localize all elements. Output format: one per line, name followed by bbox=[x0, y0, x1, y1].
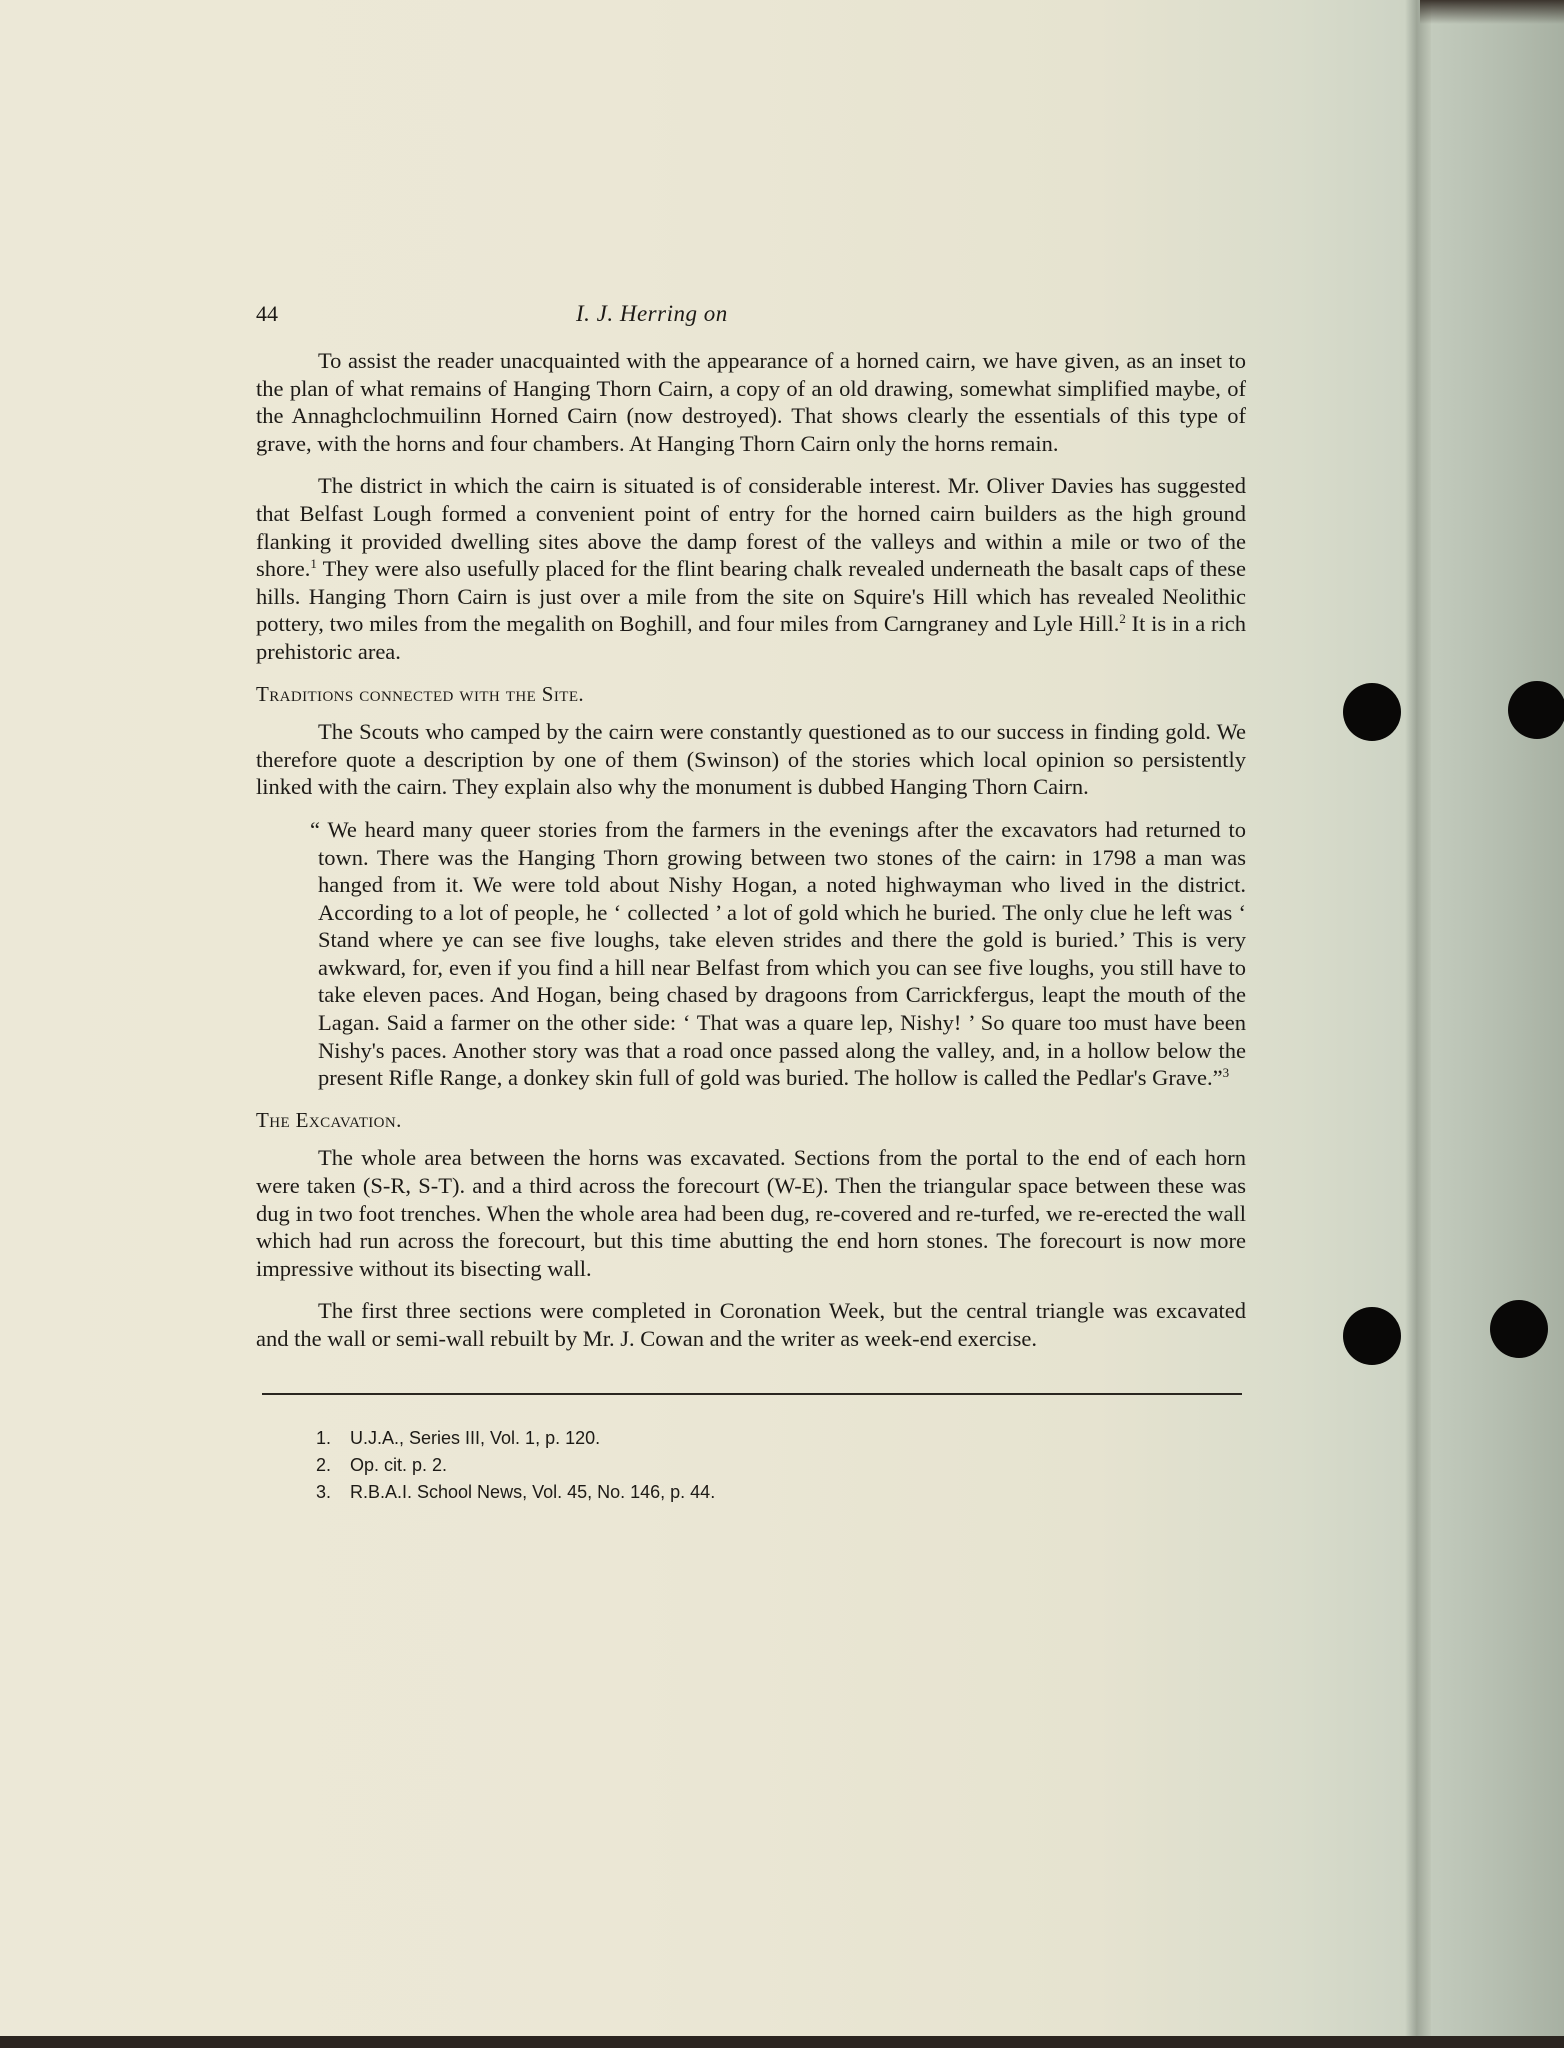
paragraph-district bbox=[256, 472, 1246, 665]
footnote-number: 1. bbox=[316, 1427, 332, 1448]
page-header bbox=[256, 300, 1246, 334]
footnote-text: Op. cit. p. 2. bbox=[350, 1454, 448, 1475]
paragraph-text: They were also usefully placed for the flint bearing chalk revealed underneath the basalt caps of these hills. Hanging Thorn Cairn is just over a mile from the site on Squire's Hill which has revealed Neolithic pottery, two miles from the megalith on Boghill, and four miles from Carngraney and Lyle Hill. bbox=[256, 556, 1246, 637]
footnote-ref: 3 bbox=[1222, 1065, 1230, 1081]
scan-bottom-edge bbox=[0, 2036, 1564, 2048]
section-heading-excavation: The Excavation. bbox=[256, 1107, 402, 1132]
footnote-text: U.J.A., Series III, Vol. 1, p. 120. bbox=[350, 1427, 601, 1448]
footnote-number: 2. bbox=[316, 1454, 332, 1475]
page-number: 44 bbox=[256, 301, 278, 326]
paragraph-text: It is in a rich prehistoric area. bbox=[256, 611, 1246, 664]
footnote-item bbox=[316, 1425, 1246, 1452]
footnote-divider bbox=[262, 1393, 1242, 1395]
footnote-ref: 2 bbox=[1119, 611, 1126, 627]
scan-edge-shadow bbox=[1420, 0, 1564, 24]
footnote-ref: 1 bbox=[310, 556, 317, 572]
footnote-item bbox=[316, 1479, 1246, 1506]
footnote-text: R.B.A.I. School News, Vol. 45, No. 146, p. 44. bbox=[350, 1481, 716, 1502]
page-fold-shadow bbox=[1405, 0, 1431, 2048]
footnote-number: 3. bbox=[316, 1481, 332, 1502]
section-heading-traditions: Traditions connected with the Site. bbox=[256, 681, 585, 706]
paragraph-sections: The first three sections were completed in Coronation Week, but the central triangle was excavated and the wall or semi-wall rebuilt by Mr. J. Cowan and the writer as week-end exercise. bbox=[256, 1298, 1246, 1351]
footnote-item bbox=[316, 1452, 1246, 1479]
punch-hole bbox=[1508, 681, 1564, 739]
page-content bbox=[256, 300, 1246, 1506]
quote-text: We heard many queer stories from the farmers in the evenings after the excavators had returned to town. There was the Hanging Thorn growing between two stones of the cairn: in 1798 a man was hanged from it. We were told about Nishy Hogan, a noted highwayman who lived in the district. According to a lot of people, he ‘ collected ’ a lot of gold which he buried. The only clue he left was ‘ Stand where ye can see five loughs, take eleven strides and there the gold is buried.’ This is very awkward, for, even if you find a hill near Belfast from which you can see five loughs, you still have to take eleven paces. And Hogan, being chased by dragoons from Carrickfergus, leapt the mouth of the Lagan. Said a farmer on the other side: ‘ That was a quare lep, Nishy! ’ So quare too must have been Nishy's paces. Another story was that a road once passed along the valley, and, in a hollow below the present Rifle Range, a donkey skin full of gold was buried. The hollow is called the Pedlar's Grave.” bbox=[318, 816, 1246, 1091]
paragraph-text: The district in which the cairn is situated is of considerable interest. Mr. Oliver Davies has suggested that Belfast Lough formed a convenient point of entry for the horned cairn builders as the high ground flanking it provided dwelling sites above the damp forest of the valleys and within a mile or two of the shore. bbox=[256, 473, 1246, 582]
punch-hole bbox=[1490, 1300, 1548, 1358]
punch-hole bbox=[1343, 1307, 1401, 1365]
paragraph-intro: To assist the reader unacquainted with the appearance of a horned cairn, we have given, as an inset to the plan of what remains of Hanging Thorn Cairn, a copy of an old drawing, somewhat simplified maybe, of the Annaghclochmuilinn Horned Cairn (now destroyed). That shows clearly the essentials of this type of grave, with the horns and four chambers. At Hanging Thorn Cairn only the horns remain. bbox=[256, 348, 1246, 456]
running-head: I. J. Herring on bbox=[576, 301, 728, 326]
punch-hole bbox=[1343, 683, 1401, 741]
block-quote bbox=[310, 816, 1246, 1092]
quote-open-mark: “ bbox=[310, 816, 328, 842]
paragraph-excavation: The whole area between the horns was excavated. Sections from the portal to the end of each horn were taken (S-R, S-T). and a third across the forecourt (W-E). Then the triangular space between these was dug in two foot trenches. When the whole area had been dug, re-covered and re-turfed, we re-erected the wall which had run across the forecourt, but this time abutting the end horn stones. The forecourt is now more impressive without its bisecting wall. bbox=[256, 1145, 1246, 1281]
next-page-edge bbox=[1431, 0, 1564, 2048]
footnotes bbox=[316, 1425, 1246, 1506]
paragraph-scouts: The Scouts who camped by the cairn were constantly questioned as to our success in finding gold. We therefore quote a description by one of them (Swinson) of the stories which local opinion so persistently linked with the cairn. They explain also why the monument is dubbed Hanging Thorn Cairn. bbox=[256, 719, 1246, 800]
